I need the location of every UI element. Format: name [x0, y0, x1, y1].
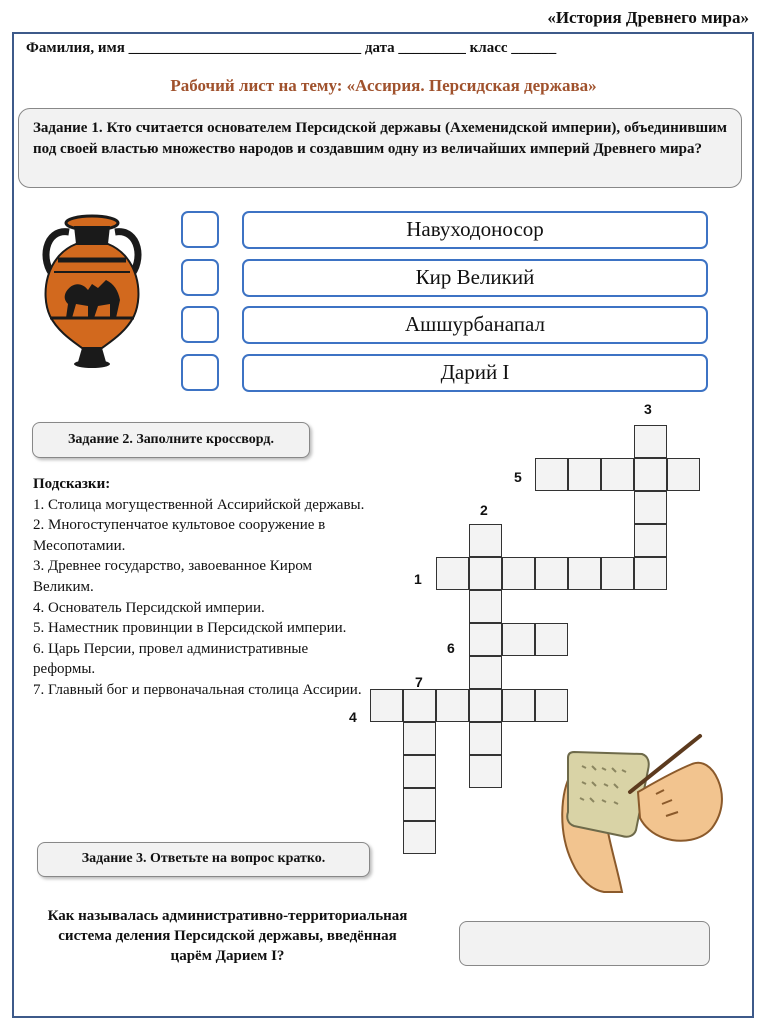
- crossword-cell[interactable]: [634, 491, 667, 524]
- crossword-cell[interactable]: [502, 557, 535, 590]
- hint-5: 5. Наместник провинции в Персидской империи.: [33, 620, 347, 637]
- crossword-cell[interactable]: [370, 689, 403, 722]
- amphora-image: [36, 214, 148, 370]
- option-3[interactable]: Ашшурбанапал: [242, 306, 708, 344]
- course-title: «История Древнего мира»: [547, 8, 749, 27]
- student-info-line: Фамилия, имя _______________________________ дата _________ класс ______: [26, 40, 557, 56]
- option-checkbox-3[interactable]: [181, 306, 219, 343]
- task1-question-box: [18, 108, 742, 188]
- crossword-hints: [33, 474, 373, 701]
- task3-label: Задание 3. Ответьте на вопрос кратко.: [37, 842, 370, 877]
- hint-4: 4. Основатель Персидской империи.: [33, 599, 265, 616]
- worksheet-title: Рабочий лист на тему: «Ассирия. Персидская держава»: [170, 76, 597, 95]
- crossword-cell[interactable]: [535, 557, 568, 590]
- hint-2: 2. Многоступенчатое культовое сооружение в Месопотамии.: [33, 517, 326, 554]
- crossword-cell[interactable]: [403, 821, 436, 854]
- hint-1: 1. Столица могущественной Ассирийской державы.: [33, 496, 365, 513]
- clue-number-6: 6: [447, 640, 455, 656]
- crossword-cell[interactable]: [403, 788, 436, 821]
- crossword-cell[interactable]: [601, 557, 634, 590]
- option-4[interactable]: Дарий I: [242, 354, 708, 392]
- hint-6: 6. Царь Персии, провел административные реформы.: [33, 640, 309, 678]
- clay-tablet-image: [552, 732, 730, 894]
- task2-label: Задание 2. Заполните кроссворд.: [32, 422, 310, 458]
- crossword-cell[interactable]: [403, 755, 436, 788]
- clue-number-7: 7: [415, 674, 423, 690]
- task3-answer-box[interactable]: [459, 921, 710, 966]
- crossword-cell[interactable]: [436, 557, 469, 590]
- hint-3: 3. Древнее государство, завоеванное Киром Великим.: [33, 558, 313, 595]
- crossword-cell[interactable]: [502, 623, 535, 656]
- crossword-cell[interactable]: [601, 458, 634, 491]
- crossword-cell[interactable]: [403, 722, 436, 755]
- crossword-cell[interactable]: [568, 458, 601, 491]
- task1-question: Задание 1. Кто считается основателем Персидской державы (Ахеменидской империи), объединившим под своей властью множество народов и создавшим одну из величайших империй Древнего мира?: [33, 120, 727, 157]
- crossword-cell[interactable]: [469, 755, 502, 788]
- option-2[interactable]: Кир Великий: [242, 259, 708, 297]
- crossword-cell[interactable]: [469, 656, 502, 689]
- crossword-cell[interactable]: [469, 590, 502, 623]
- crossword-cell[interactable]: [634, 458, 667, 491]
- crossword-cell[interactable]: [634, 425, 667, 458]
- crossword-cell[interactable]: [469, 722, 502, 755]
- crossword-cell[interactable]: [469, 524, 502, 557]
- crossword-cell[interactable]: [469, 689, 502, 722]
- hints-title: Подсказки:: [33, 476, 111, 492]
- crossword-cell[interactable]: [469, 557, 502, 590]
- hint-7: 7. Главный бог и первоначальная столица Ассирии.: [33, 681, 362, 698]
- option-checkbox-4[interactable]: [181, 354, 219, 391]
- crossword-cell[interactable]: [667, 458, 700, 491]
- clue-number-3: 3: [644, 401, 652, 417]
- crossword-cell[interactable]: [535, 689, 568, 722]
- clue-number-1: 1: [414, 571, 422, 587]
- task3-question: Как называлась административно-территориальная система деления Персидской державы, введённая царём Дарием I?: [47, 908, 408, 964]
- crossword-cell[interactable]: [535, 623, 568, 656]
- clue-number-5: 5: [514, 469, 522, 485]
- clue-number-2: 2: [480, 502, 488, 518]
- crossword-cell[interactable]: [436, 689, 469, 722]
- crossword-cell[interactable]: [634, 524, 667, 557]
- crossword-cell[interactable]: [568, 557, 601, 590]
- crossword-cell[interactable]: [634, 557, 667, 590]
- crossword-cell[interactable]: [403, 689, 436, 722]
- clue-number-4: 4: [349, 709, 357, 725]
- option-checkbox-1[interactable]: [181, 211, 219, 248]
- crossword-cell[interactable]: [502, 689, 535, 722]
- crossword-cell[interactable]: [535, 458, 568, 491]
- option-1[interactable]: Навуходоносор: [242, 211, 708, 249]
- crossword-cell[interactable]: [469, 623, 502, 656]
- option-checkbox-2[interactable]: [181, 259, 219, 296]
